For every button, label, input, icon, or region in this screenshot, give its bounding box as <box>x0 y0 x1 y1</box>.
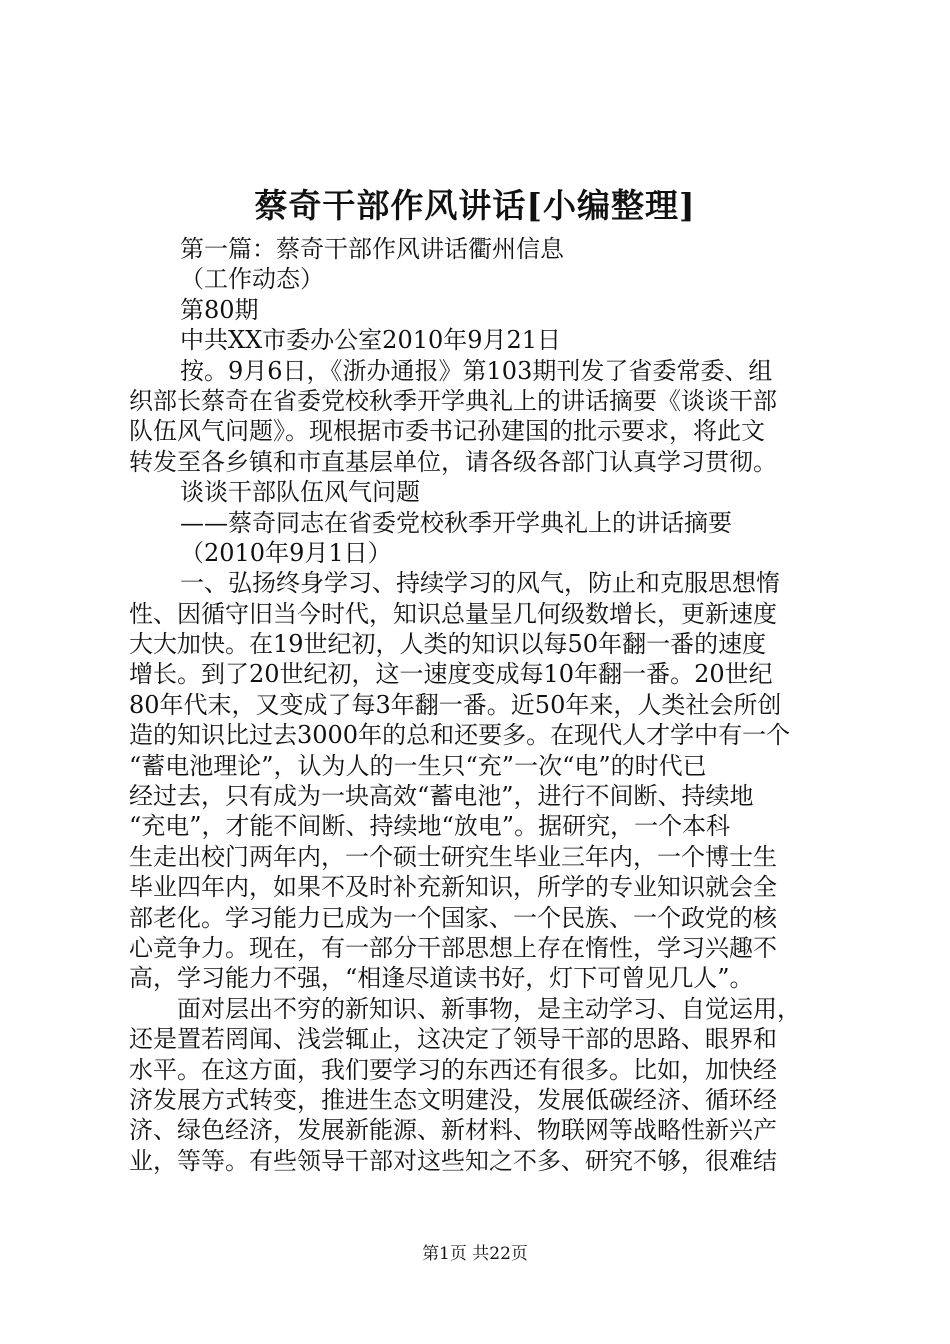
body-line: 心竞争力。现在，有一部分干部思想上存在惰性，学习兴趣不 <box>129 933 777 962</box>
body-line: 增长。到了20世纪初，这一速度变成每10年翻一番。20世纪 <box>129 660 773 689</box>
body-line: 80年代末，又变成了每3年翻一番。近50年来，人类社会所创 <box>129 690 782 719</box>
document-body <box>129 234 841 1176</box>
body-line: （工作动态） <box>180 265 324 294</box>
body-line: “蓄电池理论”，认为人的一生只“充”一次“电”的时代已 <box>129 751 707 780</box>
body-line: ——蔡奇同志在省委党校秋季开学典礼上的讲话摘要 <box>180 508 732 537</box>
body-line: 按。9月6日，《浙办通报》第103期刊发了省委常委、组 <box>180 356 773 385</box>
body-line: 队伍风气问题》。现根据市委书记孙建国的批示要求，将此文 <box>129 417 765 446</box>
body-line: 济发展方式转变，推进生态文明建没，发展低碳经济、循环经 <box>129 1085 777 1114</box>
document-title: 蔡奇干部作风讲话[小编整理] <box>254 186 696 225</box>
body-line: 第一篇：蔡奇干部作风讲话衢州信息 <box>180 235 564 263</box>
body-line: 第80期 <box>180 295 259 324</box>
body-line: 性、因循守旧当今时代，知识总量呈几何级数增长，更新速度 <box>129 599 777 628</box>
body-line: 水平。在这方面，我们要学习的东西还有很多。比如，加快经 <box>129 1055 777 1084</box>
body-line: 高，学习能力不强，“相逢尽道读书好，灯下可曾见几人”。 <box>129 964 754 993</box>
body-line: 经过去，只有成为一块高效“蓄电池”，进行不间断、持续地 <box>129 782 754 811</box>
body-line: 造的知识比过去3000年的总和还要多。在现代人才学中有一个 <box>129 721 791 750</box>
page-footer: 第1页 共22页 <box>422 1244 528 1264</box>
body-line: 谈谈干部队伍风气问题 <box>180 478 420 507</box>
body-line: （2010年9月1日） <box>180 538 392 567</box>
body-line: 业，等等。有些领导干部对这些知之不多、研究不够，很难结 <box>129 1146 777 1175</box>
body-line: 济、绿色经济，发展新能源、新材料、物联网等战略性新兴产 <box>129 1116 777 1145</box>
body-line: 面对层出不穷的新知识、新事物，是主动学习、自觉运用， <box>177 994 801 1023</box>
body-line: 部老化。学习能力已成为一个国家、一个民族、一个政党的核 <box>129 903 777 932</box>
body-line: 毕业四年内，如果不及时补充新知识，所学的专业知识就会全 <box>129 873 777 902</box>
body-line: 大大加快。在19世纪初，人类的知识以每50年翻一番的速度 <box>129 630 767 659</box>
body-line: 还是置若罔闻、浅尝辄止，这决定了领导干部的思路、眼界和 <box>129 1025 777 1054</box>
body-line: 一、弘扬终身学习、持续学习的风气，防止和克服思想惰 <box>180 569 780 598</box>
body-line: “充电”，才能不间断、持续地“放电”。据研究，一个本科 <box>129 812 731 841</box>
body-line: 转发至各乡镇和市直基层单位，请各级各部门认真学习贯彻。 <box>129 447 777 476</box>
body-line: 织部长蔡奇在省委党校秋季开学典礼上的讲话摘要《谈谈干部 <box>129 386 777 415</box>
body-line: 生走出校门两年内，一个硕士研究生毕业三年内，一个博士生 <box>129 842 777 871</box>
body-line: 中共XX市委办公室2010年9月21日 <box>180 326 562 355</box>
